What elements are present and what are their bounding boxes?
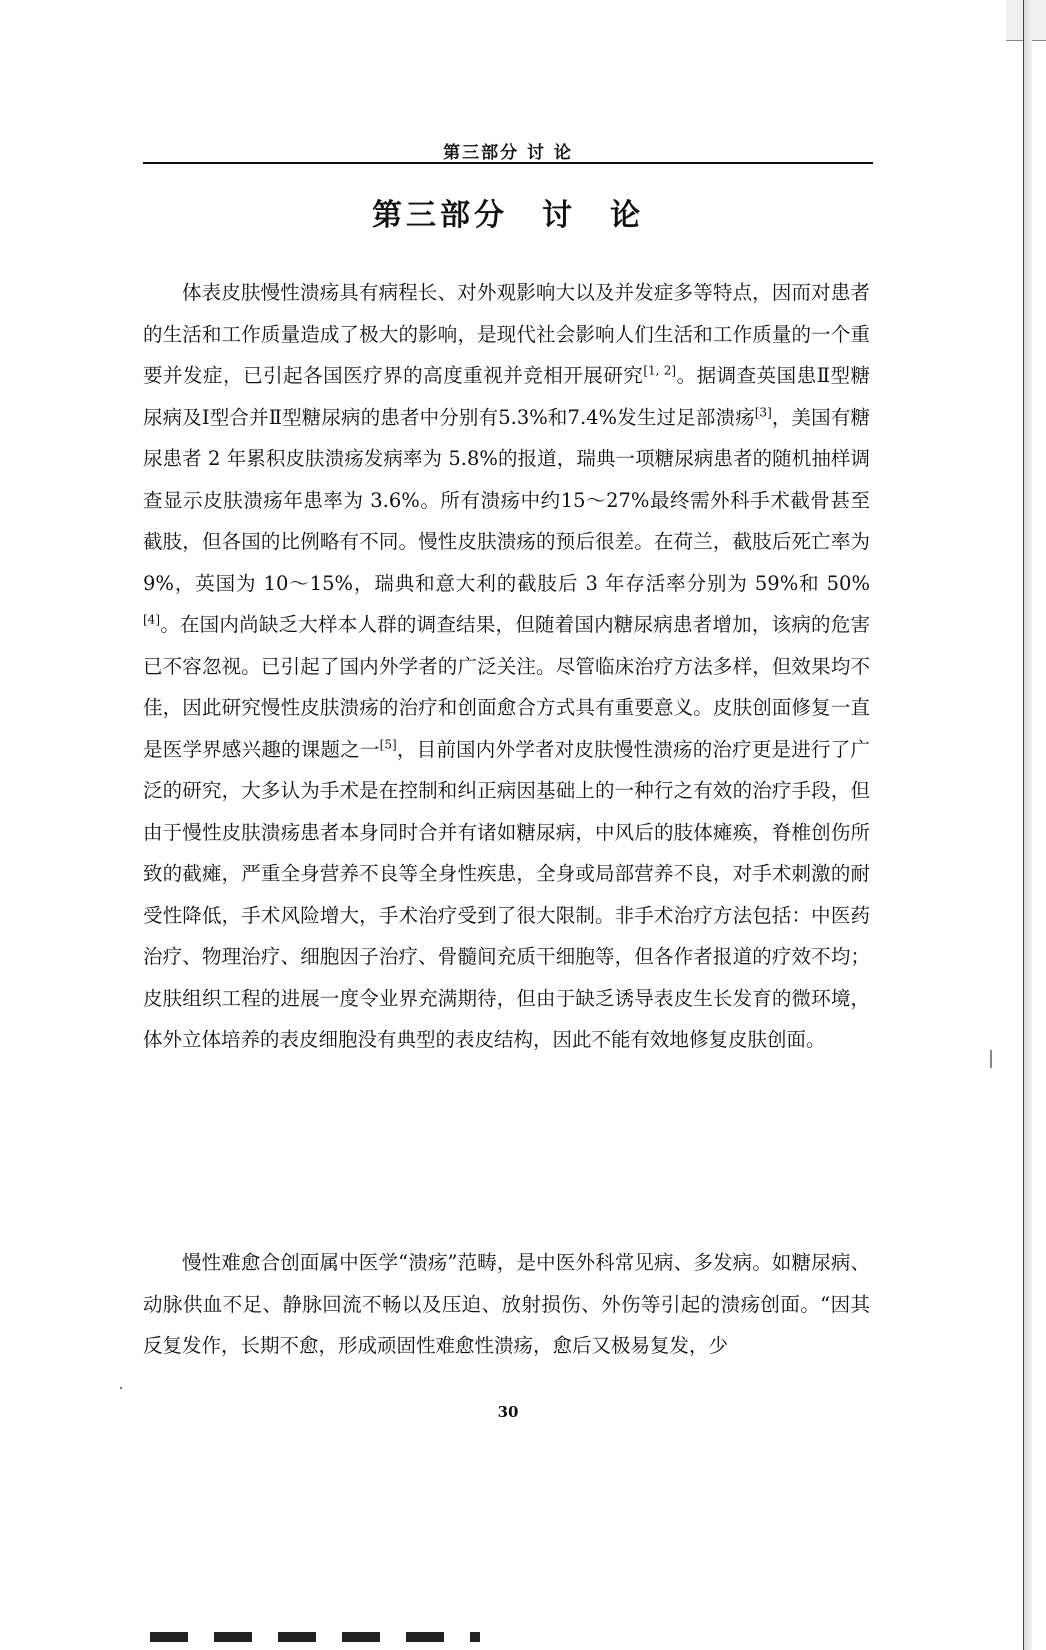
citation-1-2: [1, 2] — [643, 363, 677, 378]
paragraph-text: ，美国有糖尿患者 2 年累积皮肤溃疡发病率为 5.8%的报道，瑞典一项糖尿病患者的随机抽样调查显示皮肤溃疡年患率为 3.6%。所有溃疡中约15～27%最终需外科手术截骨甚至截肢，但各国的比例略有不同。慢性皮肤溃疡的预后很差。在荷兰，截肢后死亡率为 9%，英国为 10～15%，瑞典和意大利的截肢后 3 年存活率分别为 59%和 50% — [143, 405, 870, 595]
body-paragraph-2 — [143, 1242, 870, 1367]
citation-5: [5] — [379, 737, 397, 751]
scan-speck — [990, 1050, 992, 1068]
paragraph-text: 。据调查英国患Ⅱ型糖尿病及Ⅰ型合并Ⅱ型糖尿病的患者中分别有5.3%和7.4%发生过足部溃疡 — [143, 364, 870, 429]
paragraph-text: 体表皮肤慢性溃疡具有病程长、对外观影响大以及并发症多等特点，因而对患者的生活和工作质量造成了极大的影响，是现代社会影响人们生活和工作质量的一个重要并发症，已引起各国医疗界的高度重视并竞相开展研究 — [143, 281, 870, 387]
scan-footer-artifact — [150, 1632, 480, 1642]
paragraph-text: 。在国内尚缺乏大样本人群的调查结果，但随着国内糖尿病患者增加，该病的危害已不容忽视。已引起了国内外学者的广泛关注。尽管临床治疗方法多样，但效果均不佳，因此研究慢性皮肤溃疡的治疗和创面愈合方式具有重要意义。皮肤创面修复一直是医学界感兴趣的课题之一 — [143, 613, 870, 761]
page-number: 30 — [497, 1403, 519, 1421]
running-header: 第三部分 讨 论 — [443, 143, 573, 163]
paragraph-text: ，目前国内外学者对皮肤慢性溃疡的治疗更是进行了广泛的研究，大多认为手术是在控制和纠正病因基础上的一种行之有效的治疗手段，但由于慢性皮肤溃疡患者本身同时合并有诸如糖尿病，中风后的肢体瘫痪，脊椎创伤所致的截瘫，严重全身营养不良等全身性疾患，全身或局部营养不良，对手术刺激的耐受性降低，手术风险增大，手术治疗受到了很大限制。非手术治疗方法包括：中医药治疗、物理治疗、细胞因子治疗、骨髓间充质干细胞等，但各作者报道的疗效不均；皮肤组织工程的进展一度令业界充满期待，但由于缺乏诱导表皮生长发育的微环境，体外立体培养的表皮细胞没有典型的表皮结构，因此不能有效地修复皮肤创面。 — [143, 737, 870, 1051]
body-paragraph-1 — [143, 272, 870, 1061]
citation-3: [3] — [754, 405, 772, 419]
scan-edge-artifact — [1023, 0, 1032, 1650]
header-rule — [143, 162, 873, 164]
paragraph-text: 慢性难愈合创面属中医学“溃疡”范畴，是中医外科常见病、多发病。如糖尿病、动脉供血不足、静脉回流不畅以及压迫、放射损伤、外伤等引起的溃疡创面。“因其反复发作，长期不愈，形成顽固性难愈性溃疡，愈后又极易复发，少 — [143, 1251, 870, 1357]
scan-speck — [120, 1387, 122, 1389]
chapter-title: 第三部分 讨 论 — [372, 198, 644, 233]
citation-4: [4] — [143, 612, 160, 627]
